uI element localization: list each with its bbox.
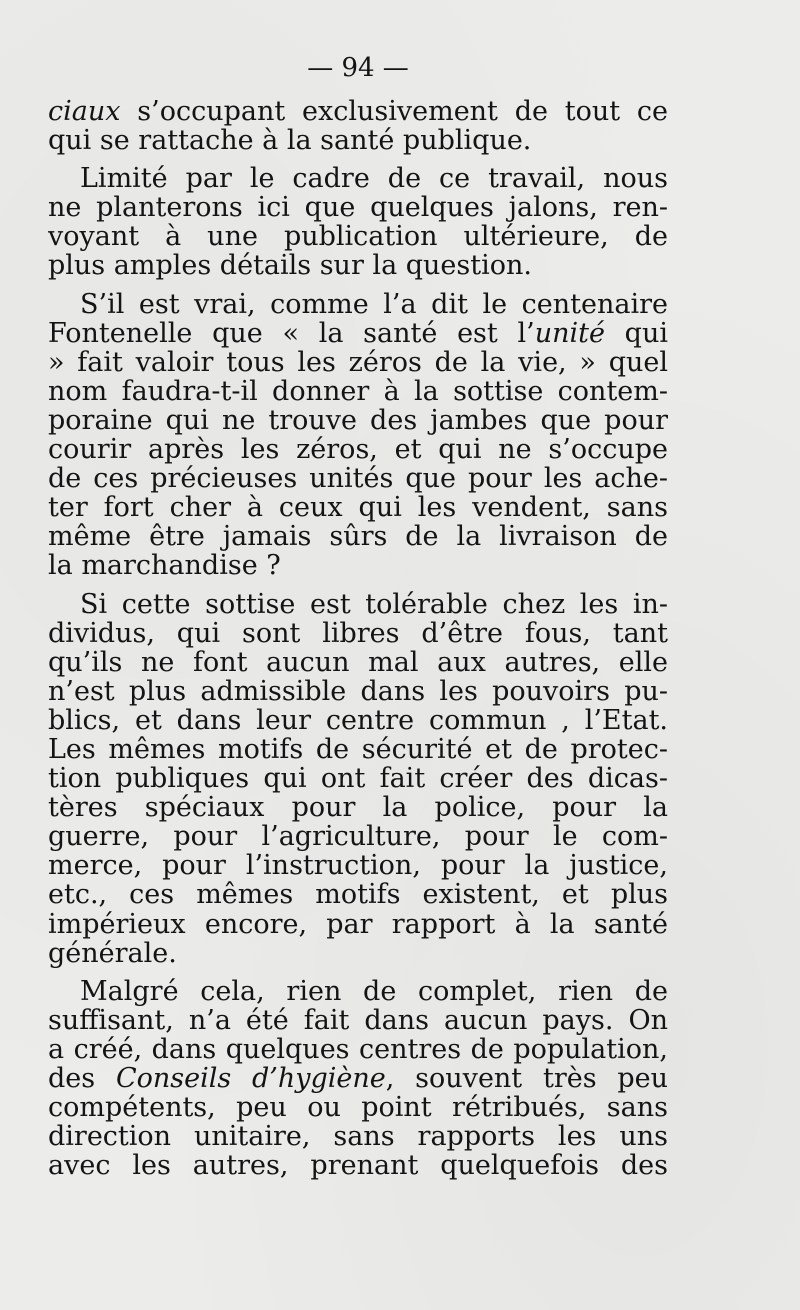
page-number: — 94 —	[307, 53, 409, 83]
text-run: nom faudra-t-il donner à la sottise contem-	[48, 376, 668, 406]
text-run: merce, pour l’instruction, pour la justice,	[48, 851, 668, 881]
body-text	[48, 97, 668, 1180]
text-run: Si cette sottise est tolérable chez les in-	[80, 589, 668, 619]
text-line	[48, 822, 668, 851]
text-run: ne planterons ici que quelques jalons, ren-	[48, 193, 668, 223]
text-run: plus amples détails sur la question.	[48, 251, 532, 281]
text-line	[48, 406, 668, 435]
text-run: S’il est vrai, comme l’a dit le centenaire	[80, 289, 668, 319]
text-run: guerre, pour l’agriculture, pour le com-	[48, 822, 668, 852]
text-line	[48, 348, 668, 377]
text-run: Les mêmes motifs de sécurité et de protec-	[48, 734, 668, 765]
text-line	[48, 648, 668, 677]
text-run: Fontenelle que « la santé est l’	[48, 318, 535, 348]
text-run: qu’ils ne font aucun mal aux autres, elle	[48, 647, 668, 677]
text-line	[48, 464, 668, 493]
text-run: etc., ces mêmes motifs existent, et plus	[48, 880, 668, 910]
text-line	[48, 435, 668, 464]
text-run: tères spéciaux pour la police, pour la	[48, 793, 668, 823]
paragraph	[48, 977, 668, 1181]
text-run: Limité par le cadre de ce travail, nous	[80, 164, 668, 194]
text-line	[48, 619, 668, 648]
text-line	[48, 1122, 668, 1151]
text-run: qui se rattache à la santé publique.	[48, 126, 532, 156]
text-line	[48, 764, 668, 793]
page-text	[48, 52, 668, 1189]
text-run: tion publiques qui ont fait créer des dicas-	[48, 764, 668, 794]
italic-text: Conseils d’hygiène	[115, 1064, 386, 1094]
text-line	[48, 251, 668, 280]
italic-text: ciaux	[48, 97, 121, 127]
text-line	[48, 290, 668, 319]
paragraph	[48, 97, 668, 155]
text-run: poraine qui ne trouve des jambes que pour	[48, 405, 668, 436]
text-line	[48, 222, 668, 251]
text-line	[48, 1035, 668, 1064]
text-run: n’est plus admissible dans les pouvoirs pu-	[48, 676, 668, 706]
text-run: suffisant, n’a été fait dans aucun pays. On	[48, 1005, 668, 1035]
text-run: a créé, dans quelques centres de population,	[48, 1034, 668, 1064]
text-run: même être jamais sûrs de la livraison de	[48, 522, 668, 552]
text-line	[48, 522, 668, 551]
text-line	[48, 851, 668, 880]
text-run: la marchandise ?	[48, 551, 281, 581]
paragraph	[48, 290, 668, 581]
text-line	[48, 939, 668, 968]
text-run: impérieux encore, par rapport à la santé	[48, 909, 668, 939]
text-line	[48, 706, 668, 735]
text-run: compétents, peu ou point rétribués, sans	[48, 1093, 668, 1123]
paragraph	[48, 590, 668, 968]
text-run: , souvent très peu	[385, 1064, 668, 1094]
text-run: générale.	[48, 938, 177, 968]
text-line	[48, 493, 668, 522]
text-line	[48, 1151, 668, 1180]
text-run: dividus, qui sont libres d’être fous, tant	[48, 618, 668, 648]
text-run: des	[48, 1064, 116, 1094]
text-run: Malgré cela, rien de complet, rien de	[80, 976, 668, 1006]
text-line	[48, 1093, 668, 1122]
text-line	[48, 880, 668, 909]
text-line	[48, 1006, 668, 1035]
text-run: ter fort cher à ceux qui les vendent, sans	[48, 493, 668, 523]
text-line	[48, 126, 668, 155]
text-line	[48, 319, 668, 348]
text-line	[48, 793, 668, 822]
text-run: s’occupant exclusivement de tout ce	[120, 97, 668, 127]
text-line	[48, 977, 668, 1006]
text-line	[48, 164, 668, 193]
text-run: courir après les zéros, et qui ne s’occupe	[48, 435, 668, 465]
text-line	[48, 735, 668, 764]
text-line	[48, 97, 668, 126]
text-line	[48, 590, 668, 619]
text-run: qui	[604, 318, 668, 348]
text-line	[48, 910, 668, 939]
italic-text: unité	[534, 318, 605, 348]
text-line	[48, 1064, 668, 1093]
text-run: blics, et dans leur centre commun , l’Etat.	[48, 705, 668, 735]
text-line	[48, 551, 668, 580]
text-run: direction unitaire, sans rapports les uns	[48, 1122, 668, 1152]
text-run: de ces précieuses unités que pour les ache-	[48, 464, 668, 494]
text-run: » fait valoir tous les zéros de la vie, » quel	[48, 347, 668, 377]
text-run: avec les autres, prenant quelquefois des	[48, 1151, 668, 1181]
text-line	[48, 377, 668, 406]
paragraph	[48, 164, 668, 280]
text-line	[48, 193, 668, 222]
text-run: voyant à une publication ultérieure, de	[48, 222, 668, 252]
text-line	[48, 677, 668, 706]
